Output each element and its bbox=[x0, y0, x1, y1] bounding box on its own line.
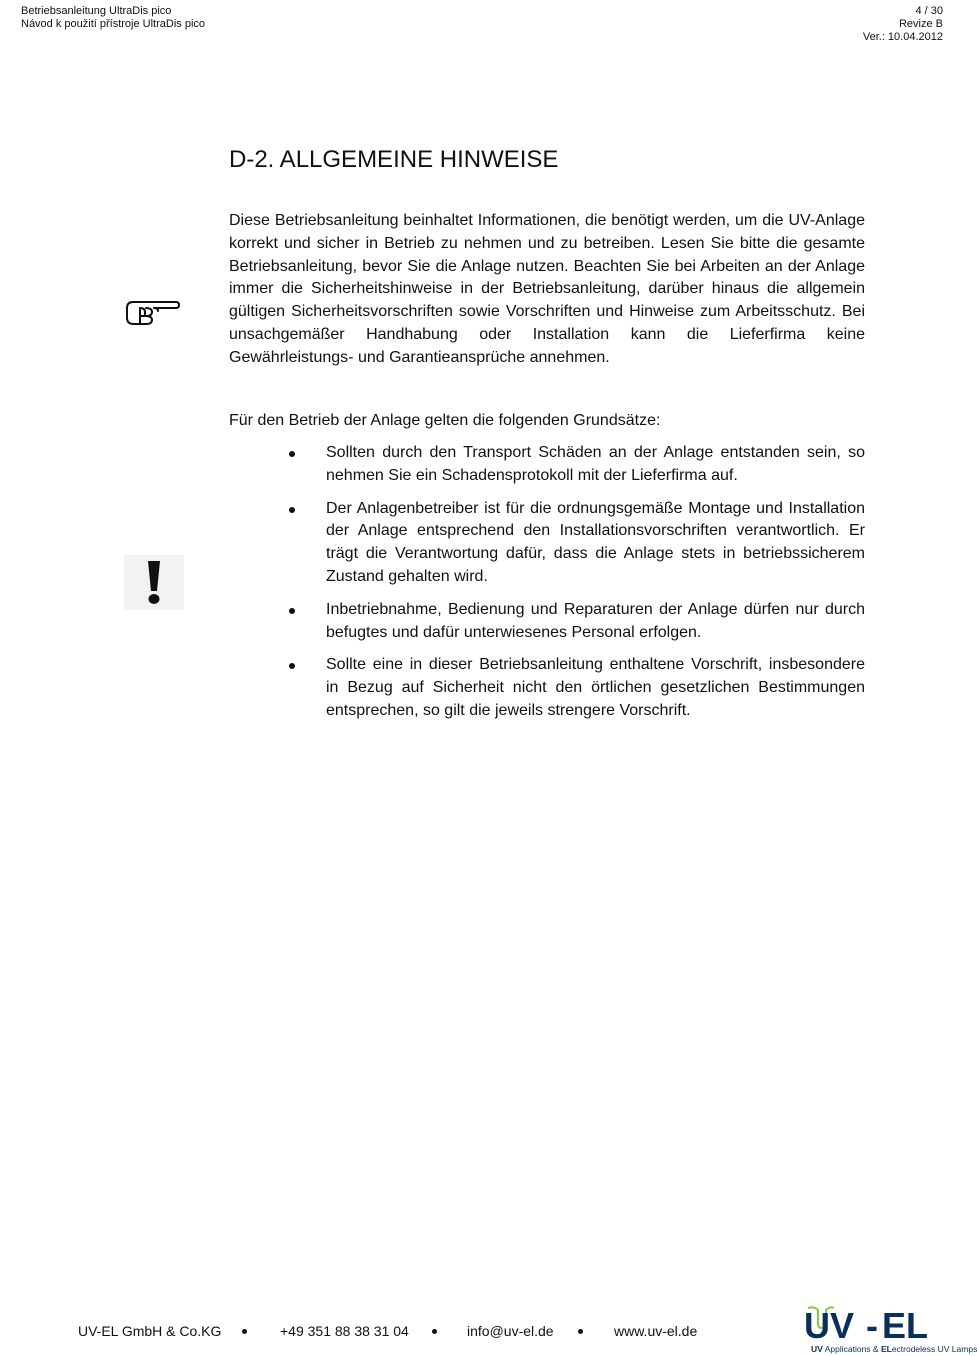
version-date: Ver.: 10.04.2012 bbox=[862, 31, 943, 43]
list-item bbox=[229, 498, 865, 589]
logo-uv-text: UV bbox=[804, 1305, 855, 1346]
list-item bbox=[229, 599, 865, 645]
page-header-right bbox=[863, 5, 943, 44]
document-title: Betriebsanleitung UltraDis pico bbox=[21, 5, 172, 17]
bullet-icon bbox=[289, 663, 295, 669]
tagline-uv: UV bbox=[811, 1344, 823, 1354]
footer-phone: +49 351 88 38 31 04 bbox=[280, 1323, 409, 1339]
tagline-el: EL bbox=[880, 1344, 892, 1354]
tagline-end: ectrodeless UV Lamps bbox=[891, 1344, 977, 1354]
logo-el-text: EL bbox=[882, 1305, 929, 1346]
bullet-icon bbox=[289, 507, 295, 513]
list-item-text: Inbetriebnahme, Bedienung und Reparaturen der Anlage dürfen nur durch befugtes und dafür unterwiesenes Personal erfolgen. bbox=[326, 600, 865, 641]
footer-separator-icon bbox=[578, 1329, 583, 1334]
document-subtitle: Návod k použití přístroje UltraDis pico bbox=[21, 18, 206, 30]
exclamation-icon bbox=[124, 555, 184, 610]
page-number: 4 / 30 bbox=[915, 5, 943, 17]
tagline-middle: Applications & bbox=[822, 1344, 881, 1354]
logo-dash-text: - bbox=[866, 1305, 878, 1346]
footer-email[interactable]: info@uv-el.de bbox=[467, 1323, 554, 1339]
list-item-text: Sollten durch den Transport Schäden an der Anlage entstanden sein, so nehmen Sie ein Schadensprotokoll mit der Lieferfirma auf. bbox=[326, 444, 865, 484]
principles-list bbox=[229, 442, 865, 733]
logo-tagline bbox=[811, 1344, 977, 1354]
intro-paragraph: Diese Betriebsanleitung beinhaltet Informationen, die benötigt werden, um die UV-Anlage korrekt und sicher in Betrieb zu nehmen und zu betreiben. Lesen Sie bitte die gesamte Betriebsanleitung, bevor Sie die Anlage nutzen. Beachten Sie bei Arbeiten an der Anlage immer die Sicherheitshinweise in der Betriebsanleitung, darüber hinaus die allgemein gültigen Sicherheitsvorschriften sowie Vorschriften und Hinweise zum Arbeitsschutz. Bei unsachgemäßer Handhabung oder Installation kann die Lieferfirma keine Gewährleistungs- und Garantieansprüche annehmen. bbox=[229, 212, 865, 366]
list-item-text: Sollte eine in dieser Betriebsanleitung enthaltene Vorschrift, insbesondere in Bezug auf Sicherheit nicht den örtlichen gesetzlichen Bestimmungen entsprechen, so gilt die jeweils strengere Vorschrift. bbox=[326, 656, 865, 719]
section-title: D-2. ALLGEMEINE HINWEISE bbox=[229, 146, 559, 173]
page-footer bbox=[0, 1320, 720, 1344]
list-item bbox=[229, 654, 865, 722]
pointing-hand-icon bbox=[124, 296, 180, 328]
footer-separator-icon bbox=[242, 1329, 247, 1334]
principles-intro: Für den Betrieb der Anlage gelten die folgenden Grundsätze: bbox=[229, 412, 661, 429]
revision-label: Revize B bbox=[898, 18, 943, 30]
bullet-icon bbox=[289, 608, 295, 614]
footer-company: UV-EL GmbH & Co.KG bbox=[78, 1323, 222, 1339]
page-header-left bbox=[21, 5, 205, 31]
footer-website[interactable]: www.uv-el.de bbox=[614, 1323, 698, 1339]
footer-separator-icon bbox=[432, 1329, 437, 1334]
bullet-icon bbox=[289, 451, 295, 457]
list-item bbox=[229, 442, 865, 488]
list-item-text: Der Anlagenbetreiber ist für die ordnungsgemäße Montage und Installation der Anlage entsprechend den Installationsvorschriften verantwortlich. Er trägt die Verantwortung dafür, dass die Anlage stets in betriebssicherem Zustand gehalten wird. bbox=[326, 499, 865, 585]
